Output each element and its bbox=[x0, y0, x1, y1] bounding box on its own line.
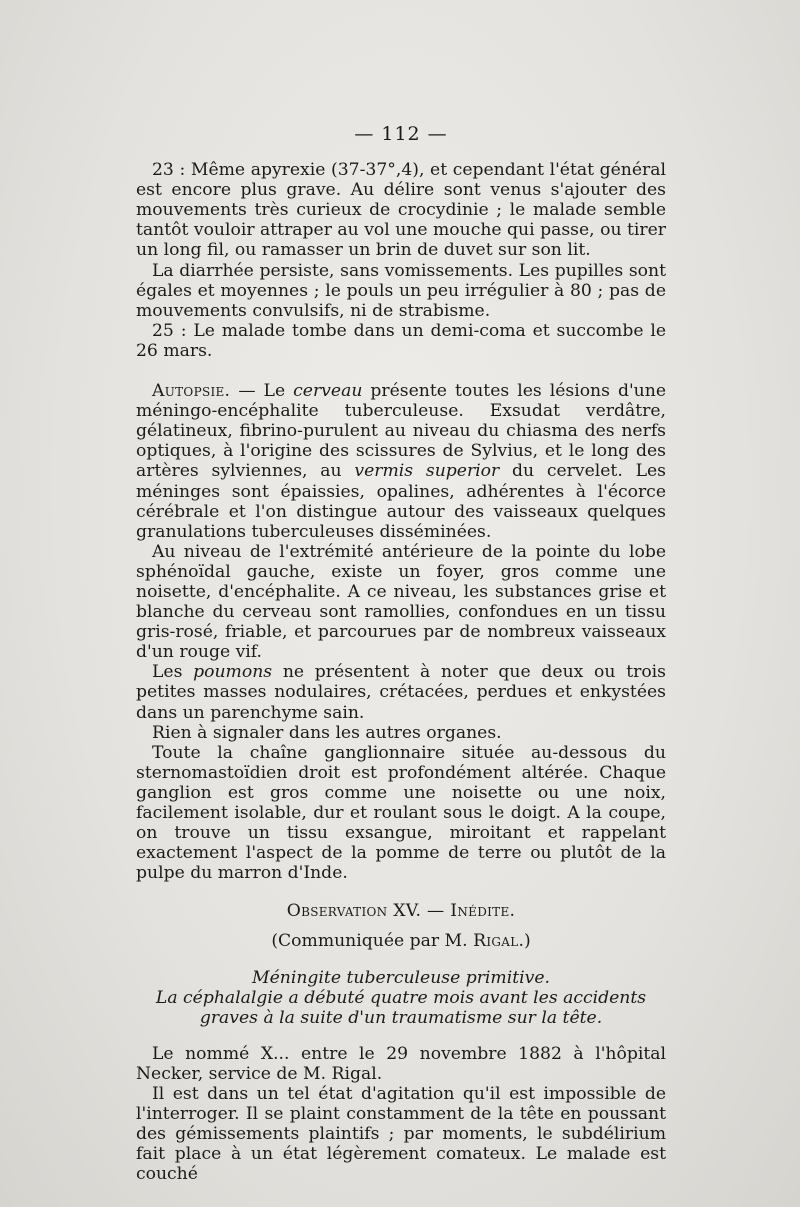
paragraph-day-23: 23 : Même apyrexie (37-37°,4), et cependant l'état général est encore plus grave. Au délire sont venus s'ajouter des mouvements très curieux de crocydinie ; le malade semble tantôt vouloir attraper au vol une mouche qui passe, ou tirer un long fil, ou ramasser un brin de duvet sur son lit. bbox=[136, 160, 666, 261]
paragraph-lobe-sphenoidal: Au niveau de l'extrémité antérieure de la pointe du lobe sphénoïdal gauche, existe un foyer, gros comme une noisette, d'encéphalite. A ce niveau, les substances grise et blanche du cerveau sont ramollies, confondues en un tissu gris-rosé, friable, et parcourues par de nombreux vaisseaux d'un rouge vif. bbox=[136, 541, 666, 663]
author-name: Rigal bbox=[473, 931, 519, 952]
communication-line: (Communiquée par M. Rigal.) bbox=[271, 931, 531, 952]
paragraph-day-25: 25 : Le malade tombe dans un demi-coma et succombe le 26 mars. bbox=[136, 320, 666, 361]
autopsie-label: Autopsie. bbox=[152, 381, 231, 402]
paragraph-agitation: Il est dans un tel état d'agitation qu'il est impossible de l'interroger. Il se plaint constamment de la tête en poussant des gémissements plaintifs ; par moments, le subdélirium fait place à un état légèrement comateux. Le malade est couché bbox=[136, 1084, 666, 1185]
paragraph-ganglions: Toute la chaîne ganglionnaire située au-dessous du sternomastoïdien droit est profondément altérée. Chaque ganglion est gros comme une noisette ou une noix, facilement isolable, dur et roulant sous le doigt. A la coupe, on trouve un tissu exsangue, miroitant et rappelant exactement l'aspect de la pomme de terre ou plutôt de la pulpe du marron d'Inde. bbox=[136, 742, 666, 884]
paragraph-autres-organes: Rien à signaler dans les autres organes. bbox=[152, 722, 502, 743]
vermis-term: vermis superior bbox=[354, 461, 500, 482]
cerveau-term: cerveau bbox=[293, 381, 363, 402]
poumons-term: poumons bbox=[193, 662, 273, 683]
observation-title: Observation XV. — Inédite. bbox=[286, 901, 516, 922]
case-subtitle: Méningite tuberculeuse primitive. bbox=[252, 967, 550, 988]
paragraph-poumons: Les poumons ne présentent à noter que deux ou trois petites masses nodulaires, crétacées, perdues et enkystées dans un parenchyme sain. bbox=[136, 662, 666, 723]
paragraph-autopsie: Autopsie. — Le cerveau présente toutes les lésions d'une méningo-encéphalite tuberculeuse. Exsudat verdâtre, gélatineux, fibrino-purulent au niveau du chiasma des nerfs optiques, à l'origine des scissures de Sylvius, et le long des artères sylviennes, au vermis superior du cervelet. Les méninges sont épaissies, opalines, adhérentes à l'écorce cérébrale et l'on distingue autour des vaisseaux quelques granulations tuberculeuses disséminées. bbox=[136, 381, 666, 542]
paragraph-diarrhee: La diarrhée persiste, sans vomissements. Les pupilles sont égales et moyennes ; le pouls un peu irrégulier à 80 ; pas de mouvements convulsifs, ni de strabisme. bbox=[136, 260, 666, 321]
page-number: — 112 — bbox=[354, 123, 448, 145]
paragraph-admission: Le nommé X... entre le 29 novembre 1882 à l'hôpital Necker, service de M. Rigal. bbox=[136, 1043, 666, 1084]
case-description: La céphalalgie a débuté quatre mois avant les accidents graves à la suite d'un traumatisme sur la tête. bbox=[155, 987, 647, 1028]
page-content bbox=[136, 124, 666, 1185]
